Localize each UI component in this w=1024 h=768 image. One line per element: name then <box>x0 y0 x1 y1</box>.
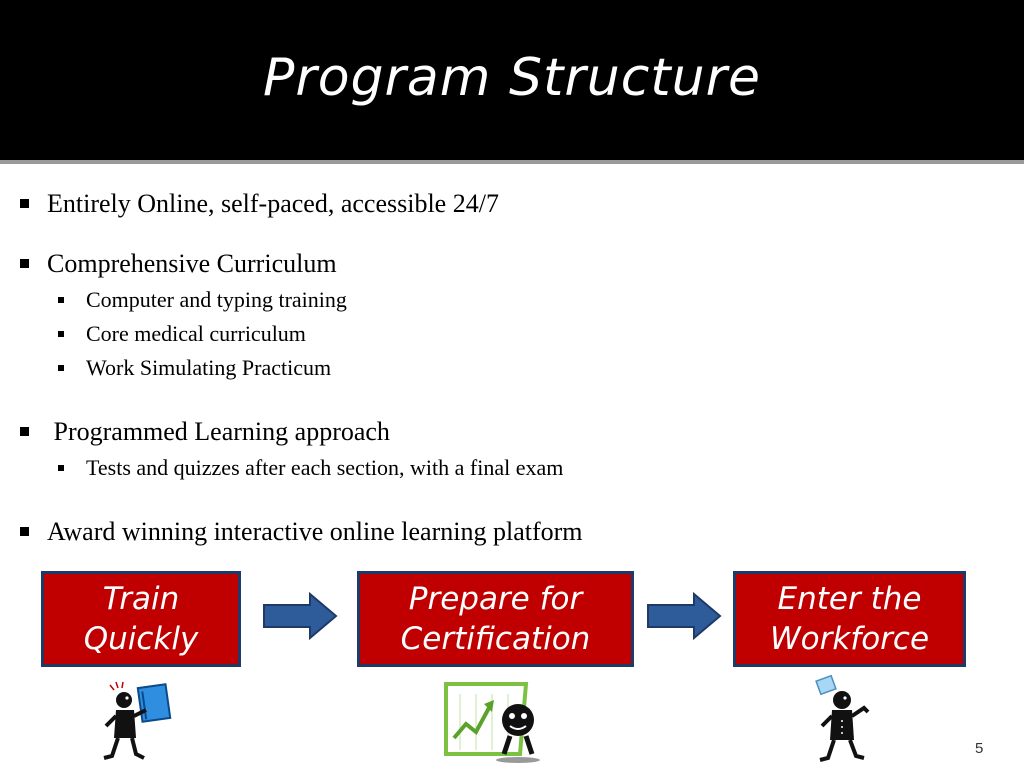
growth-chart-figure-icon <box>440 680 550 764</box>
step-enter-workforce: Enter the Workforce <box>733 571 966 667</box>
bullet-programmed: Programmed Learning approach <box>20 417 390 447</box>
figure-with-book-icon <box>100 680 180 764</box>
bullet-marker <box>20 527 29 536</box>
sub-bullet-core: Core medical curriculum <box>58 321 306 347</box>
sub-bullet-marker <box>58 465 64 471</box>
sub-bullet-computer: Computer and typing training <box>58 287 347 313</box>
business-figure-icon <box>812 674 882 764</box>
title-divider <box>0 160 1024 164</box>
bullet-curriculum: Comprehensive Curriculum <box>20 249 337 279</box>
right-arrow-icon <box>646 592 722 640</box>
sub-bullet-marker <box>58 297 64 303</box>
bullet-marker <box>20 427 29 436</box>
sub-bullet-marker <box>58 331 64 337</box>
sub-bullet-marker <box>58 365 64 371</box>
bullet-marker <box>20 199 29 208</box>
slide-number: 5 <box>975 740 984 757</box>
bullet-marker <box>20 259 29 268</box>
right-arrow-icon <box>262 592 338 640</box>
sub-bullet-tests: Tests and quizzes after each section, with a final exam <box>58 455 563 481</box>
sub-bullet-practicum: Work Simulating Practicum <box>58 355 331 381</box>
bullet-award: Award winning interactive online learning platform <box>20 517 583 547</box>
bullet-online: Entirely Online, self-paced, accessible 24/7 <box>20 189 499 219</box>
slide-title: Program Structure <box>262 48 762 108</box>
step-prepare-certification: Prepare for Certification <box>357 571 634 667</box>
step-train-quickly: Train Quickly <box>41 571 241 667</box>
